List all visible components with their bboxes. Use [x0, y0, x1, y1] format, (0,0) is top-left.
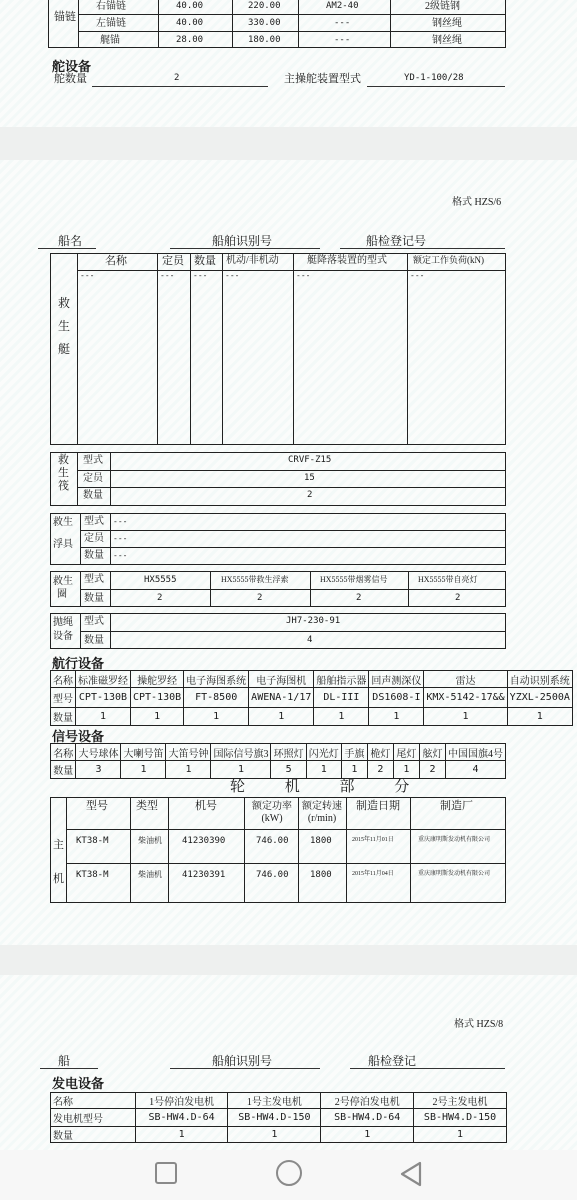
signal-qty-7: 1	[341, 761, 367, 779]
engine-header-power: 额定功率(kW)	[252, 801, 292, 824]
lifebuoy-type-2: HX5555带救生浮索	[221, 575, 289, 584]
buoyant-type-value: ---	[113, 517, 128, 526]
line-thrower-label-1: 抛绳	[53, 617, 73, 628]
gen-qty-3: 1	[321, 1127, 414, 1143]
anchor-row-2-col2: 330.00	[248, 18, 281, 28]
nav-name-8: 自动识别系统	[507, 671, 572, 688]
engine-2-date: 2015年11月04日	[352, 871, 394, 877]
buoyant-capacity-label: 定员	[84, 533, 104, 544]
anchor-row-1-col4: 2级链钢	[425, 1, 460, 12]
lifeboat-header-capacity: 定员	[162, 255, 184, 267]
anchor-row-3-col4: 钢丝绳	[432, 35, 462, 46]
signal-qty-10: 2	[419, 761, 445, 779]
nav-model-8: YZXL-2500A	[507, 688, 572, 708]
nav-qty-7: 1	[424, 708, 507, 726]
nav-name-2: 操舵罗经	[131, 671, 184, 688]
signal-qty-9: 1	[393, 761, 419, 779]
signal-qty-5: 5	[271, 761, 306, 779]
engine-heading: 轮 机 部 分	[230, 779, 428, 795]
lifeboat-dash-3: ---	[193, 271, 208, 280]
signal-qty-6: 1	[306, 761, 341, 779]
nav-qty-2: 1	[131, 708, 184, 726]
engine-header-date: 制造日期	[356, 800, 400, 812]
lifebuoy-qty-2: 2	[257, 593, 263, 603]
lifebuoy-label-1: 救生	[53, 576, 73, 587]
signal-name-8: 桅灯	[367, 744, 393, 761]
gen-label-name: 名称	[51, 1093, 136, 1109]
engine-header-model: 型号	[86, 800, 108, 812]
engine-header-maker: 制造厂	[440, 800, 473, 812]
nav-model-2: CPT-130B	[131, 688, 184, 708]
ship-name-label-2: 船	[58, 1054, 71, 1068]
engine-2-power: 746.00	[256, 870, 289, 880]
buoyant-type-label: 型式	[84, 516, 104, 527]
liferaft-table	[50, 452, 506, 506]
nav-model-1: CPT-130B	[76, 688, 131, 708]
anchor-row-3-name: 艉锚	[100, 35, 120, 46]
buoyant-qty-label: 数量	[84, 550, 104, 561]
ship-id-label-2: 船舶识别号	[212, 1054, 273, 1068]
generator-table	[50, 1092, 507, 1143]
gen-name-4: 2号主发电机	[414, 1093, 507, 1109]
gen-name-2: 1号主发电机	[228, 1093, 321, 1109]
liferaft-type-value: CRVF-Z15	[288, 455, 332, 465]
lifebuoy-qty-4: 2	[455, 593, 461, 603]
lifeboat-label-1: 救	[58, 296, 71, 310]
nav-name-6: 回声测深仪	[369, 671, 424, 688]
anchor-row-2-col4: 钢丝绳	[432, 18, 462, 29]
nav-table	[50, 670, 573, 726]
reg-no-label-2: 船检登记	[368, 1054, 417, 1068]
signal-qty-1: 3	[76, 761, 121, 779]
liferaft-capacity-value: 15	[304, 473, 315, 483]
engine-1-maker: 重庆康明斯发动机有限公司	[418, 837, 491, 843]
liferaft-label-3: 筏	[58, 480, 69, 492]
engine-2-model: KT38-M	[76, 870, 109, 880]
nav-qty-3: 1	[184, 708, 249, 726]
nav-heading: 航行设备	[52, 656, 105, 671]
signal-name-7: 手旗	[341, 744, 367, 761]
lifebuoy-qty-1: 2	[157, 593, 163, 603]
signal-qty-11: 4	[445, 761, 505, 779]
format-code-2: 格式 HZS/8	[454, 1019, 504, 1030]
engine-side-label-2: 机	[53, 873, 64, 885]
liferaft-qty-label: 数量	[83, 490, 103, 501]
anchor-row-1-col3: AM2-40	[326, 1, 359, 11]
ship-name-label: 船名	[58, 234, 83, 248]
signal-name-2: 大喇号笛	[121, 744, 166, 761]
signal-name-1: 大号球体	[76, 744, 121, 761]
nav-label-model: 型号	[51, 688, 76, 708]
anchor-row-3-col2: 180.00	[248, 35, 281, 45]
ship-id-label: 船舶识别号	[212, 234, 273, 248]
lifeboat-table	[50, 253, 506, 445]
signal-name-5: 环照灯	[271, 744, 306, 761]
nav-qty-6: 1	[369, 708, 424, 726]
document-page-3	[0, 975, 577, 1150]
gen-qty-4: 1	[414, 1127, 507, 1143]
signal-name-3: 大笛号钟	[166, 744, 211, 761]
line-thrower-type-label: 型式	[84, 616, 104, 627]
nav-model-4: AWENA-1/17	[249, 688, 314, 708]
lifebuoy-qty-3: 2	[356, 593, 362, 603]
engine-1-no: 41230390	[182, 836, 226, 846]
lifebuoy-type-3: HX5555带烟雾信号	[320, 575, 388, 584]
nav-model-7: KMX-5142-17&&	[424, 688, 507, 708]
lifeboat-label-2: 生	[58, 319, 71, 333]
engine-1-model: KT38-M	[76, 836, 109, 846]
nav-model-3: FT-8500	[184, 688, 249, 708]
signal-name-10: 舷灯	[419, 744, 445, 761]
engine-1-speed: 1800	[310, 836, 332, 846]
anchor-row-3-col3: ---	[334, 35, 351, 45]
nav-model-5: DL-III	[314, 688, 369, 708]
rudder-count-value: 2	[174, 73, 180, 83]
anchor-row-3-col1: 28.00	[176, 35, 204, 45]
signal-name-9: 尾灯	[393, 744, 419, 761]
anchor-row-2-name: 左锚链	[96, 18, 126, 29]
nav-label-name: 名称	[51, 671, 76, 688]
liferaft-type-label: 型式	[83, 455, 103, 466]
lifebuoy-type-1: HX5555	[144, 575, 177, 585]
engine-1-date: 2015年11月01日	[352, 837, 394, 843]
lifeboat-dash-6: ---	[410, 271, 425, 280]
signal-name-4: 国际信号旗3	[211, 744, 271, 761]
nav-qty-5: 1	[314, 708, 369, 726]
engine-2-type: 柴油机	[138, 870, 162, 879]
nav-qty-4: 1	[249, 708, 314, 726]
signal-qty-4: 1	[211, 761, 271, 779]
anchor-row-2-col3: ---	[334, 18, 351, 28]
buoyant-label-2: 浮具	[53, 539, 73, 550]
gen-name-1: 1号停泊发电机	[135, 1093, 228, 1109]
lifeboat-header-swl: 额定工作负荷(kN)	[413, 255, 484, 265]
steering-gear-label: 主操舵装置型式	[284, 73, 361, 85]
system-navigation-bar	[0, 1150, 577, 1200]
lifeboat-dash-2: ---	[160, 271, 175, 280]
gen-qty-2: 1	[228, 1127, 321, 1143]
anchor-row-1-col2: 220.00	[248, 1, 281, 11]
engine-2-maker: 重庆康明斯发动机有限公司	[418, 871, 491, 877]
nav-model-6: DS1608-I	[369, 688, 424, 708]
anchor-row-2-col1: 40.00	[176, 18, 204, 28]
nav-name-7: 雷达	[424, 671, 507, 688]
gen-model-4: SB-HW4.D-150	[414, 1109, 507, 1127]
buoyant-capacity-value: ---	[113, 534, 128, 543]
lifebuoy-type-4: HX5555带自亮灯	[418, 575, 478, 584]
line-thrower-type: JH7-230-91	[286, 616, 341, 626]
signal-qty-2: 1	[121, 761, 166, 779]
generator-heading: 发电设备	[52, 1076, 105, 1091]
gen-name-3: 2号停泊发电机	[321, 1093, 414, 1109]
nav-name-4: 电子海图机	[249, 671, 314, 688]
lifeboat-header-davit: 艇降落装置的型式	[307, 255, 387, 266]
lifeboat-label-3: 艇	[58, 342, 71, 356]
nav-qty-8: 1	[507, 708, 572, 726]
signal-table	[50, 743, 506, 779]
signal-label-name: 名称	[51, 744, 76, 761]
document-page-2	[0, 160, 577, 945]
buoyant-qty-value: ---	[113, 551, 128, 560]
signal-label-qty: 数量	[51, 761, 76, 779]
anchor-chain-label: 锚链	[54, 11, 76, 23]
engine-header-type: 类型	[136, 800, 158, 812]
lifebuoy-label-2: 圈	[57, 589, 67, 600]
anchor-row-1-col1: 40.00	[176, 1, 204, 11]
liferaft-label-1: 救	[58, 454, 69, 466]
gen-model-3: SB-HW4.D-64	[321, 1109, 414, 1127]
format-code: 格式 HZS/6	[452, 197, 502, 208]
liferaft-capacity-label: 定员	[83, 473, 103, 484]
lifeboat-dash-1: ---	[80, 271, 95, 280]
signal-name-6: 闪光灯	[306, 744, 341, 761]
nav-name-3: 电子海图系统	[184, 671, 249, 688]
nav-label-qty: 数量	[51, 708, 76, 726]
reg-no-label: 船检登记号	[366, 234, 427, 248]
nav-name-5: 船舶指示器	[314, 671, 369, 688]
engine-2-no: 41230391	[182, 870, 226, 880]
rudder-heading: 舵设备	[52, 59, 92, 74]
rudder-count-label: 舵数量	[54, 73, 87, 85]
gen-model-2: SB-HW4.D-150	[228, 1109, 321, 1127]
line-thrower-label-2: 设备	[53, 631, 73, 642]
engine-header-no: 机号	[195, 800, 217, 812]
lifeboat-header-name: 名称	[105, 255, 127, 267]
gen-model-1: SB-HW4.D-64	[135, 1109, 228, 1127]
buoyant-label-1: 救生	[53, 517, 73, 528]
back-icon[interactable]	[398, 1160, 424, 1188]
engine-1-power: 746.00	[256, 836, 289, 846]
nav-name-1: 标准磁罗经	[76, 671, 131, 688]
lifeboat-dash-5: ---	[296, 271, 311, 280]
engine-side-label-1: 主	[53, 839, 64, 851]
steering-gear-value: YD-1-100/28	[404, 73, 464, 83]
lifebuoy-type-label: 型式	[84, 574, 104, 585]
home-icon[interactable]	[276, 1160, 302, 1186]
nav-qty-1: 1	[76, 708, 131, 726]
liferaft-label-2: 生	[58, 467, 69, 479]
engine-header-speed: 额定转速(r/min)	[302, 801, 342, 824]
lifeboat-dash-4: ---	[225, 271, 240, 280]
document-page-1	[0, 0, 577, 127]
lifeboat-header-motor: 机动/非机动	[226, 255, 279, 266]
signal-qty-8: 2	[367, 761, 393, 779]
gen-qty-1: 1	[135, 1127, 228, 1143]
line-thrower-qty: 4	[307, 635, 313, 645]
lifebuoy-qty-label: 数量	[84, 593, 104, 604]
lifeboat-header-qty: 数量	[194, 255, 216, 267]
line-thrower-qty-label: 数量	[84, 635, 104, 646]
signal-name-11: 中国国旗4号	[445, 744, 505, 761]
gen-label-model: 发电机型号	[51, 1109, 136, 1127]
gen-label-qty: 数量	[51, 1127, 136, 1143]
anchor-row-1-name: 右锚链	[96, 1, 126, 12]
signal-qty-3: 1	[166, 761, 211, 779]
signal-heading: 信号设备	[52, 729, 105, 744]
engine-1-type: 柴油机	[138, 836, 162, 845]
recent-apps-icon[interactable]	[155, 1162, 177, 1184]
engine-2-speed: 1800	[310, 870, 332, 880]
liferaft-qty-value: 2	[307, 490, 313, 500]
